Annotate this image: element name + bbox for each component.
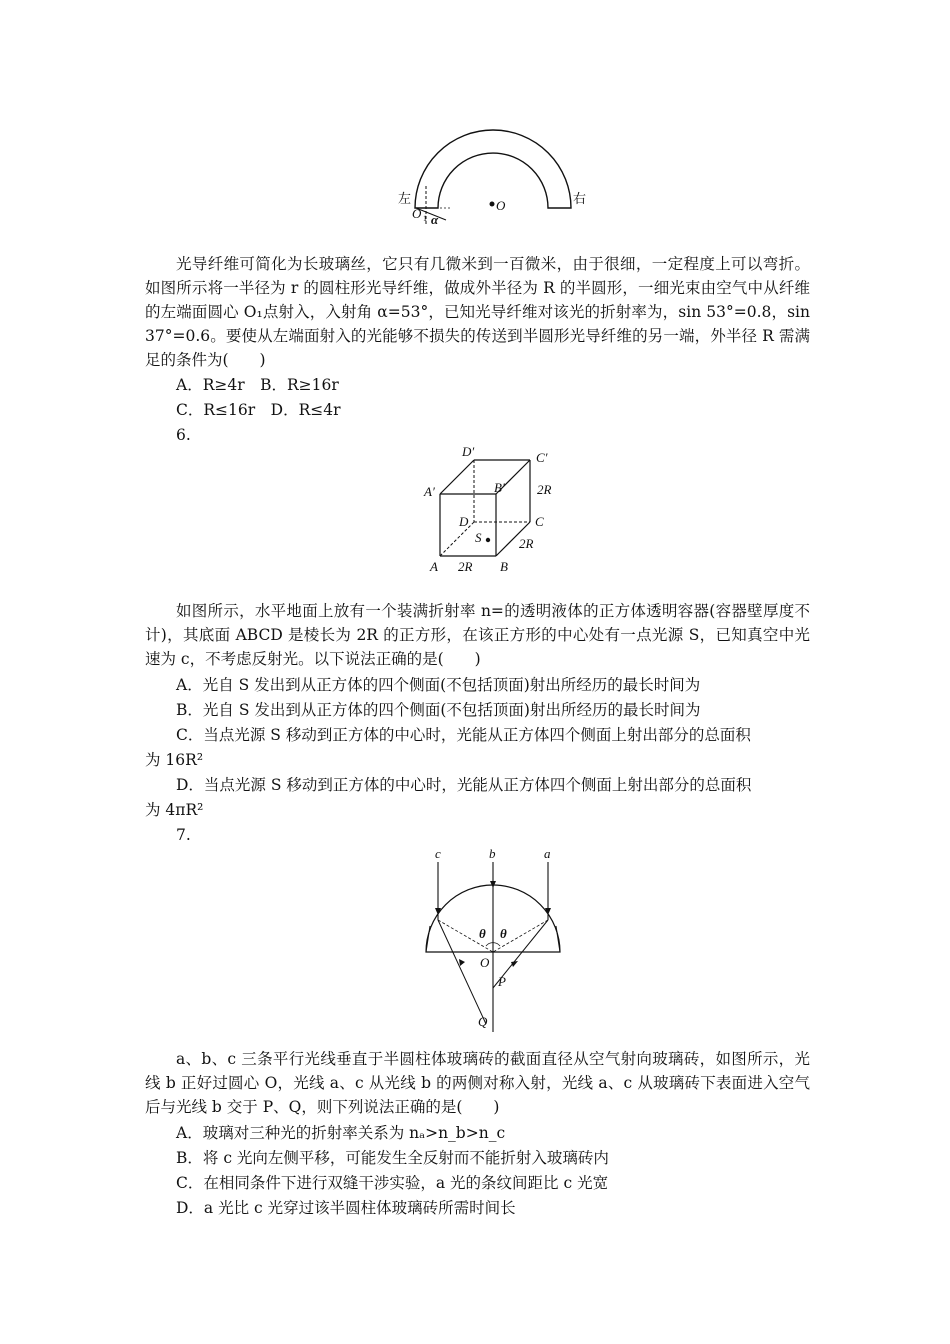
fig7-theta-right: θ bbox=[500, 926, 507, 941]
cube-d-label: D bbox=[459, 514, 469, 529]
fig1-left-label: 左 bbox=[398, 191, 412, 206]
fig7-a-label: a bbox=[544, 846, 551, 861]
fig7-c-label: c bbox=[435, 846, 441, 861]
q6-option-c-line2: 为 16R² bbox=[145, 751, 204, 769]
q5-stem: 光导纤维可简化为长玻璃丝，它只有几微米到一百微米，由于很细，一定程度上可以弯折。如图所示将一半径为 r 的圆柱形光导纤维，做成外半径为 R 的半圆形，一细光束由空气中从纤维的左端面圆心 O₁点射入，入射角 α=53°，已知光导纤维对该光的折射率为，sin 53°=0.8，sin 37°=0.6。要使从左端面射入的光能够不损失的传送到半圆形光导纤维的另一端，外半径 R 需满足的条件为( ) bbox=[145, 255, 810, 369]
figure-cube bbox=[418, 444, 578, 580]
cube-d1-label: D′ bbox=[462, 444, 475, 459]
q5-options-cd: C．R≤16r D．R≤4r bbox=[176, 401, 341, 419]
fig7-theta-left: θ bbox=[479, 926, 486, 941]
fig1-o-label: O bbox=[496, 198, 506, 213]
cube-a-label: A bbox=[430, 559, 438, 574]
q7-number: 7. bbox=[176, 826, 191, 844]
figure-semicircle-glass bbox=[418, 846, 568, 1036]
cube-c-label: C bbox=[535, 514, 544, 529]
figure-fiber bbox=[390, 120, 600, 230]
cube-b-label: B bbox=[500, 559, 508, 574]
q7-stem: a、b、c 三条平行光线垂直于半圆柱体玻璃砖的截面直径从空气射向玻璃砖，如图所示，光线 b 正好过圆心 O，光线 a、c 从光线 b 的两侧对称入射，光线 a、c 从玻璃砖下表面进入空气后与光线 b 交于 P、Q，则下列说法正确的是( ) bbox=[145, 1050, 810, 1116]
cube-a1-label: A′ bbox=[424, 484, 435, 499]
q6-option-b: B．光自 S 发出到从正方体的四个侧面(不包括顶面)射出所经历的最长时间为 bbox=[176, 701, 701, 719]
fig7-p-label: P bbox=[498, 974, 506, 989]
cube-depth-edge-label: 2R bbox=[519, 536, 534, 551]
cube-c1-label: C′ bbox=[536, 450, 548, 465]
fig7-q-label: Q bbox=[478, 1014, 488, 1029]
q6-number: 6. bbox=[176, 426, 191, 444]
fig1-alpha-label: α bbox=[431, 212, 439, 227]
fig1-o1-label: O bbox=[412, 206, 422, 221]
fig1-right-label: 右 bbox=[573, 191, 587, 206]
cube-right-edge-label: 2R bbox=[537, 482, 552, 497]
q7-option-a: A．玻璃对三种光的折射率关系为 nₐ>n_b>n_c bbox=[176, 1124, 506, 1142]
q6-option-d-line2: 为 4πR² bbox=[145, 801, 204, 819]
q7-option-b: B．将 c 光向左侧平移，可能发生全反射而不能折射入玻璃砖内 bbox=[176, 1149, 609, 1167]
q6-option-a: A．光自 S 发出到从正方体的四个侧面(不包括顶面)射出所经历的最长时间为 bbox=[176, 676, 701, 694]
cube-b1-label: B′ bbox=[494, 480, 505, 495]
q6-option-d-line1: D．当点光源 S 移动到正方体的中心时，光能从正方体四个侧面上射出部分的总面积 bbox=[176, 776, 752, 794]
q6-option-c-line1: C．当点光源 S 移动到正方体的中心时，光能从正方体四个侧面上射出部分的总面积 bbox=[176, 726, 751, 744]
cube-bottom-edge-label: 2R bbox=[458, 559, 473, 574]
q6-stem: 如图所示，水平地面上放有一个装满折射率 n=的透明液体的正方体透明容器(容器壁厚度不计)，其底面 ABCD 是棱长为 2R 的正方形，在该正方形的中心处有一点光源 S，已知真空中光速为 c，不考虑反射光。以下说法正确的是( ) bbox=[145, 602, 810, 668]
fig7-b-label: b bbox=[489, 846, 496, 861]
q7-option-d: D．a 光比 c 光穿过该半圆柱体玻璃砖所需时间长 bbox=[176, 1199, 516, 1217]
fig1-o1-sub: 1 bbox=[423, 214, 427, 223]
cube-s-label: S bbox=[475, 530, 482, 545]
fig7-o-label: O bbox=[480, 955, 490, 970]
q7-option-c: C．在相同条件下进行双缝干涉实验，a 光的条纹间距比 c 光宽 bbox=[176, 1174, 609, 1192]
q5-options-ab: A．R≥4r B．R≥16r bbox=[176, 376, 339, 394]
